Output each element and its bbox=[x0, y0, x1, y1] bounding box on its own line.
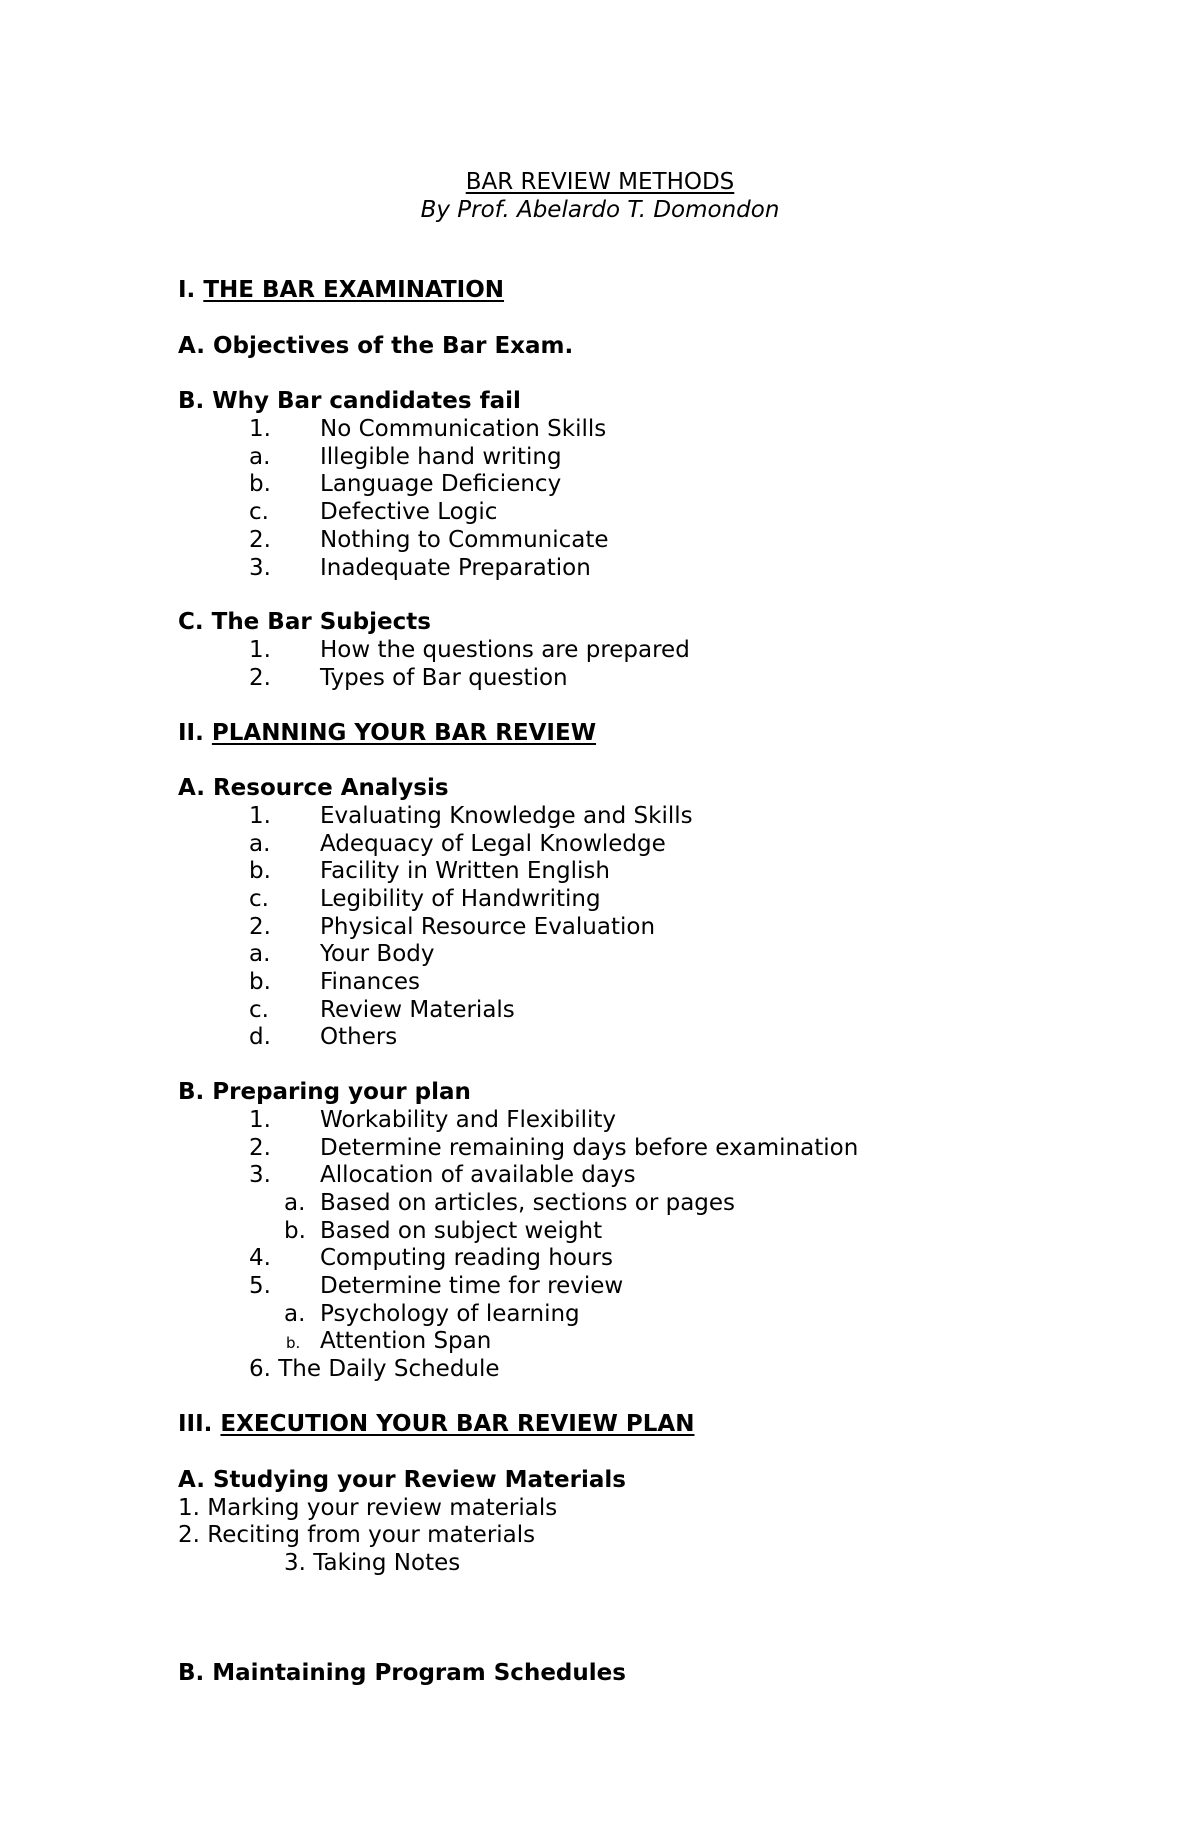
list-item: Illegible hand writing bbox=[320, 444, 562, 470]
part-2-heading bbox=[178, 719, 596, 747]
list-item: Your Body bbox=[320, 941, 435, 967]
list-item: Legibility of Handwriting bbox=[320, 886, 601, 912]
list-marker: 3. bbox=[249, 1162, 271, 1188]
part-1-heading bbox=[178, 276, 504, 304]
list-item: Others bbox=[320, 1024, 398, 1050]
list-marker: a. bbox=[284, 1190, 306, 1216]
list-item: Review Materials bbox=[320, 997, 515, 1023]
list-item: Types of Bar question bbox=[320, 665, 568, 691]
list-item: Language Deficiency bbox=[320, 471, 562, 497]
list-marker: a. bbox=[284, 1301, 306, 1327]
section-1a-heading: A. Objectives of the Bar Exam. bbox=[178, 333, 574, 359]
part-2-number: II. bbox=[178, 720, 212, 746]
part-2-title: PLANNING YOUR BAR REVIEW bbox=[211, 720, 597, 746]
section-3b-heading: B. Maintaining Program Schedules bbox=[178, 1660, 626, 1686]
list-marker: 2. bbox=[249, 665, 271, 691]
list-marker: a. bbox=[249, 444, 271, 470]
list-marker: c. bbox=[249, 499, 269, 525]
document-author: By Prof. Abelardo T. Domondon bbox=[420, 197, 780, 223]
list-marker: 2. bbox=[249, 914, 271, 940]
list-item: How the questions are prepared bbox=[320, 637, 690, 663]
list-item: No Communication Skills bbox=[320, 416, 607, 442]
list-item: Physical Resource Evaluation bbox=[320, 914, 656, 940]
list-item: Based on articles, sections or pages bbox=[320, 1190, 736, 1216]
list-item: 2. Reciting from your materials bbox=[178, 1522, 536, 1548]
list-marker: b. bbox=[284, 1218, 306, 1244]
list-marker: 1. bbox=[249, 637, 271, 663]
list-item: Evaluating Knowledge and Skills bbox=[320, 803, 693, 829]
list-item: 3. Taking Notes bbox=[284, 1550, 461, 1576]
section-1b-heading: B. Why Bar candidates fail bbox=[178, 388, 521, 414]
list-item: Based on subject weight bbox=[320, 1218, 603, 1244]
section-1c-heading: C. The Bar Subjects bbox=[178, 609, 431, 635]
list-item: Nothing to Communicate bbox=[320, 527, 609, 553]
list-item: Psychology of learning bbox=[320, 1301, 580, 1327]
list-item: Allocation of available days bbox=[320, 1162, 636, 1188]
list-marker: d. bbox=[249, 1024, 271, 1050]
list-marker: 2. bbox=[249, 527, 271, 553]
list-marker: 1. bbox=[249, 1107, 271, 1133]
list-item: Adequacy of Legal Knowledge bbox=[320, 831, 666, 857]
list-item: Computing reading hours bbox=[320, 1245, 613, 1271]
section-3a-heading: A. Studying your Review Materials bbox=[178, 1467, 626, 1493]
list-item: Workability and Flexibility bbox=[320, 1107, 616, 1133]
list-item: 1. Marking your review materials bbox=[178, 1495, 558, 1521]
part-1-number: I. bbox=[178, 277, 204, 303]
list-marker: c. bbox=[249, 997, 269, 1023]
list-marker: b. bbox=[249, 471, 271, 497]
list-item: Determine remaining days before examination bbox=[320, 1135, 859, 1161]
list-item: Determine time for review bbox=[320, 1273, 624, 1299]
part-3-number: III. bbox=[178, 1411, 221, 1437]
list-marker: b. bbox=[249, 858, 271, 884]
list-marker: a. bbox=[249, 831, 271, 857]
list-marker: c. bbox=[249, 886, 269, 912]
list-item: Attention Span bbox=[320, 1328, 492, 1354]
document-title: BAR REVIEW METHODS bbox=[465, 169, 735, 195]
part-3-title: EXECUTION YOUR BAR REVIEW PLAN bbox=[220, 1411, 695, 1437]
list-marker: b. bbox=[286, 1334, 301, 1352]
list-marker: 5. bbox=[249, 1273, 271, 1299]
list-marker: 3. bbox=[249, 555, 271, 581]
list-item: Defective Logic bbox=[320, 499, 498, 525]
list-item: Finances bbox=[320, 969, 420, 995]
list-item: Facility in Written English bbox=[320, 858, 610, 884]
list-marker: 1. bbox=[249, 803, 271, 829]
section-2b-heading: B. Preparing your plan bbox=[178, 1079, 471, 1105]
list-marker: a. bbox=[249, 941, 271, 967]
list-marker: 4. bbox=[249, 1245, 271, 1271]
list-item: Inadequate Preparation bbox=[320, 555, 591, 581]
section-2a-heading: A. Resource Analysis bbox=[178, 775, 449, 801]
list-marker: 2. bbox=[249, 1135, 271, 1161]
part-1-title: THE BAR EXAMINATION bbox=[203, 277, 505, 303]
list-item: 6. The Daily Schedule bbox=[249, 1356, 500, 1382]
list-marker: 1. bbox=[249, 416, 271, 442]
list-marker: b. bbox=[249, 969, 271, 995]
part-3-heading bbox=[178, 1410, 694, 1438]
